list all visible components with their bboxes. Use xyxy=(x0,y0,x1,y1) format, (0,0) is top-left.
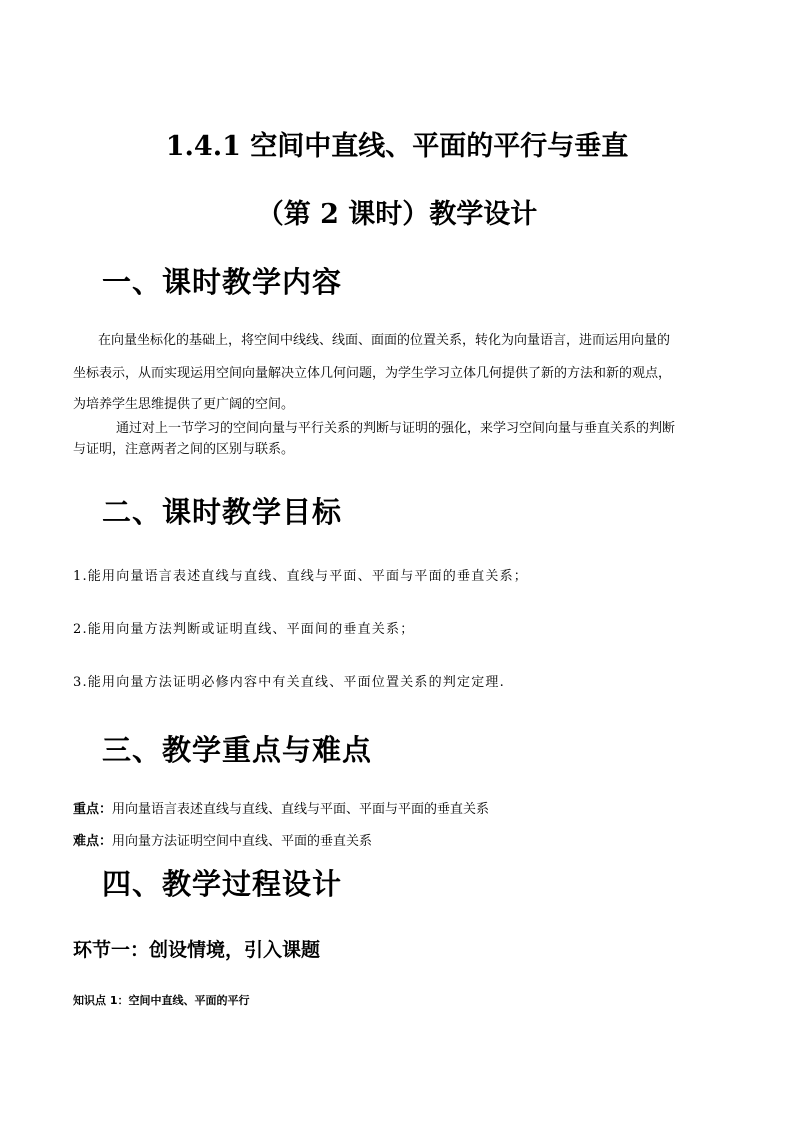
section1-para1-line1: 在向量坐标化的基础上，将空间中线线、线面、面面的位置关系，转化为向量语言，进而运用向量的 xyxy=(98,333,671,348)
section1-para1-line3: 为培养学生思维提供了更广阔的空间。 xyxy=(73,397,295,412)
section4-heading: 四、教学过程设计 xyxy=(102,867,343,901)
goal-item-2: 2.能用向量方法判断或证明直线、平面间的垂直关系； xyxy=(73,622,415,637)
key-point xyxy=(73,798,489,817)
difficulty-point-text: 用向量方法证明空间中直线、平面的垂直关系 xyxy=(112,834,373,849)
section1-para2-line1: 通过对上一节学习的空间向量与平行关系的判断与证明的强化，来学习空间向量与垂直关系的判断 xyxy=(116,421,676,436)
document-title-line1: 1.4.1 空间中直线、平面的平行与垂直 xyxy=(165,131,629,162)
key-point-text: 用向量语言表述直线与直线、直线与平面、平面与平面的垂直关系 xyxy=(112,802,490,817)
key-point-label: 重点： xyxy=(73,802,113,817)
section1-para2-line2: 与证明，注意两者之间的区别与联系。 xyxy=(73,442,295,457)
knowledge-point-1: 知识点 1：空间中直线、平面的平行 xyxy=(73,994,250,1007)
goal-item-1: 1.能用向量语言表述直线与直线、直线与平面、平面与平面的垂直关系； xyxy=(73,569,529,584)
step1-heading: 环节一：创设情境，引入课题 xyxy=(73,939,321,961)
section2-heading: 二、课时教学目标 xyxy=(102,495,343,529)
goal-item-3: 3.能用向量方法证明必修内容中有关直线、平面位置关系的判定定理. xyxy=(73,675,505,690)
section1-heading: 一、课时教学内容 xyxy=(102,265,343,299)
section3-heading: 三、教学重点与难点 xyxy=(102,733,373,767)
section1-para1-line2: 坐标表示，从而实现运用空间向量解决立体几何问题，为学生学习立体几何提供了新的方法和新的观点， xyxy=(73,366,672,381)
document-title-line2: （第 2 课时）教学设计 xyxy=(256,199,538,230)
difficulty-point xyxy=(73,830,372,849)
difficulty-point-label: 难点： xyxy=(73,834,113,849)
